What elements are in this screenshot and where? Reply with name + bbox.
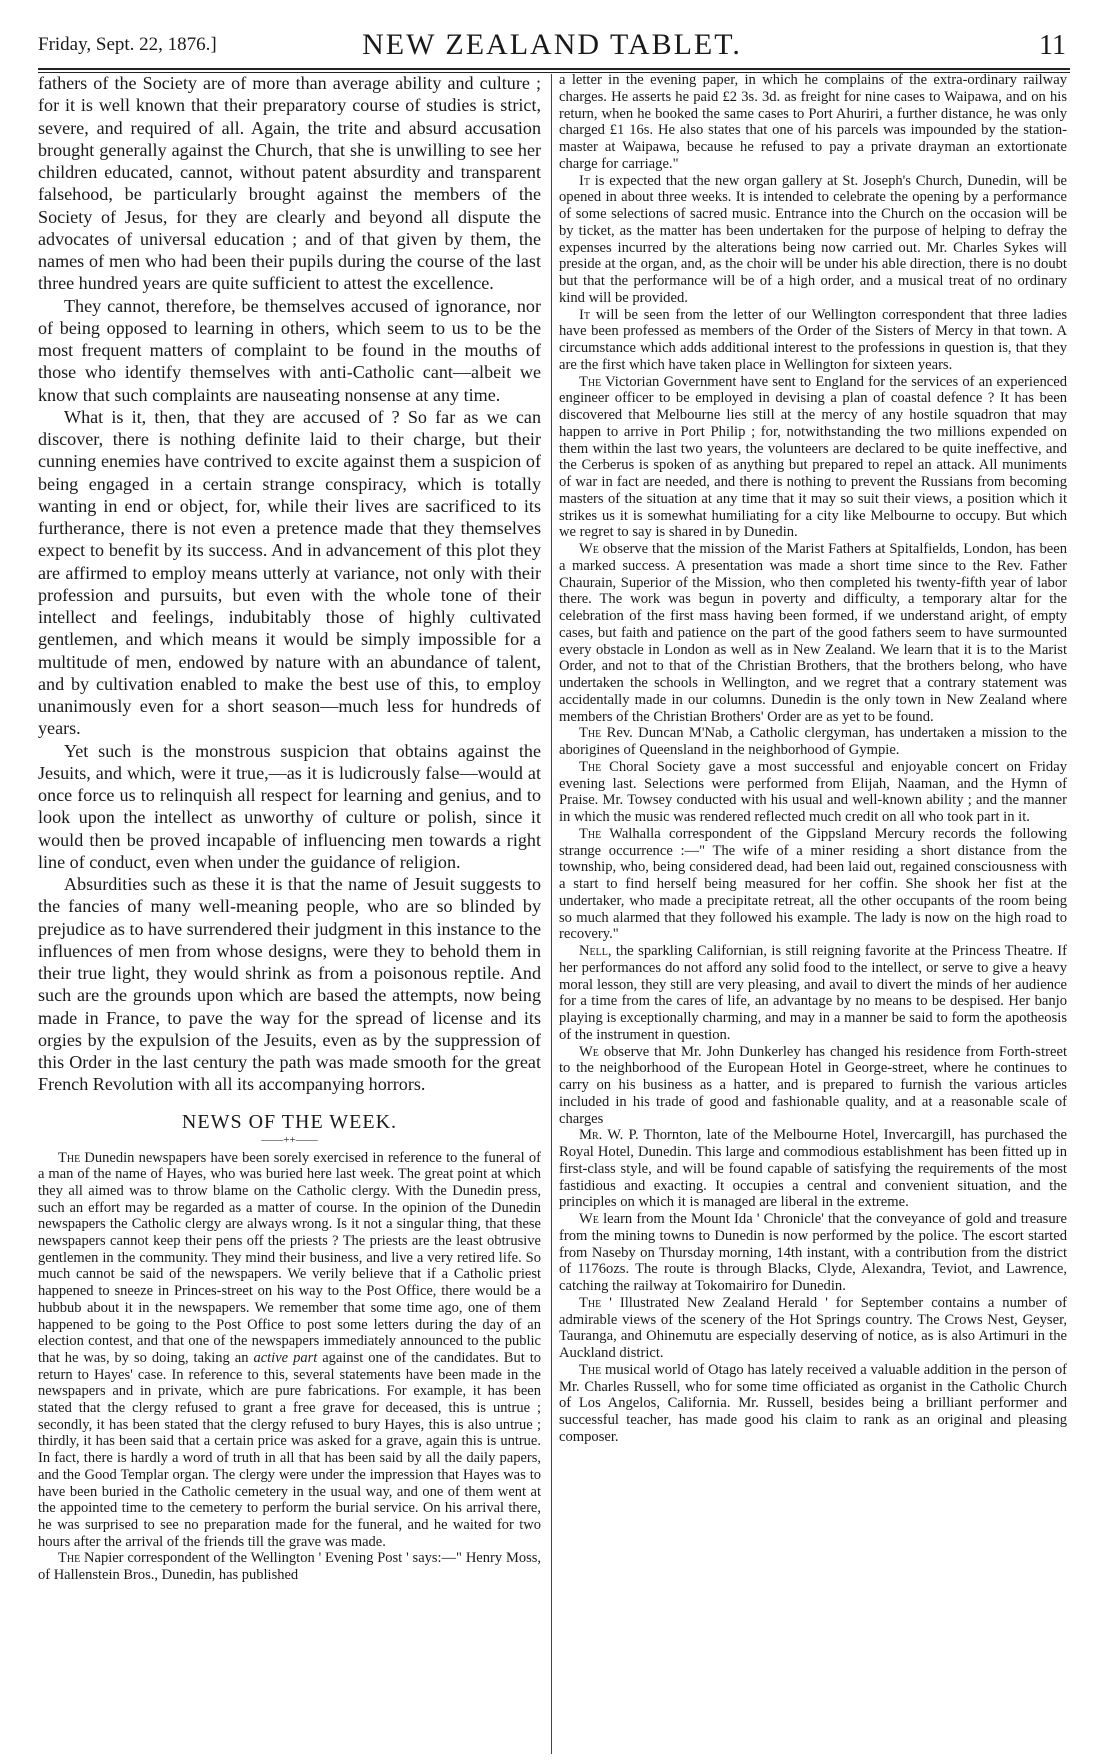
news-item-text: is expected that the new organ gallery at St. Joseph's Church, Dunedin, will be opened in about three weeks. It is intended to celebrate the opening by a performance of some selections of sacred music. Entrance into the Church on the occasion will be by ticket, as the matter has been undertaken for the purpose of helping to defray the expenses incurred by the alterations being now carried out. Mr. Charles Sykes will preside at the organ, and, as the choir will be under his able direction, there is no doubt but that the performance will be of a high order, and a musical treat of no ordinary kind will be provided. <box>559 172 1067 306</box>
news-item <box>38 1150 541 1551</box>
news-item-lead: The <box>579 725 602 742</box>
editorial-paragraph: Absurdities such as these it is that the name of Jesuit suggests to the fancies of many well-meaning people, who are so blinded by prejudice as to have surrendered their judgment in this instance to the influences of men from whose designs, were they to behold them in their true light, they would shrink as from a poisonous reptile. And such are the grounds upon which are based the attempts, now being made in France, to pave the way for the spread of license and its orgies by the expulsion of the Jesuits, even as by the suppression of this Order in the last century the path was made smooth for the great French Revolution with all its accompanying horrors. <box>38 874 541 1095</box>
news-item <box>559 1295 1067 1362</box>
news-item <box>559 759 1067 826</box>
news-item-text: observe that the mission of the Marist Fathers at Spitalfields, London, has been a marked success. A presentation was made a short time since to the Rev. Father Chaurain, Superior of the Mission, who then completed his twenty-fifth year of labor there. The work was begun in poverty and difficulty, a temporary altar for the celebration of the first mass having been formed, if we understand aright, of empty cases, but faith and patience on the part of the good fathers seem to have surmounted every obstacle in London as well as in New Zealand. We learn that it is to the Marist Order, and not to that of the Christian Brothers, that the brothers belong, who have undertaken the schools in Wellington, and we regret that a contrary statement was accidentally made in our columns. Dunedin is the only town in New Zealand where members of the Christian Brothers' Order are as yet to be found. <box>559 541 1067 725</box>
news-item <box>559 826 1067 943</box>
news-item-lead: Mr. <box>579 1127 603 1144</box>
page-number: 11 <box>1039 30 1066 61</box>
editorial-paragraph: What is it, then, that they are accused of ? So far as we can discover, there is nothing definite laid to their charge, but their cunning enemies have contrived to excite against them a suspicion of being engaged in a certain strange conspiracy, which is totally wanting in end or object, for, while their lives are sacrificed to its furtherance, there is not even a pretence made that they themselves expect to benefit by its success. And in advancement of this plot they are affirmed to employ means utterly at variance, not only with their profession and pursuits, but even with the whole tone of their intellect and feelings, indubitably those of highly cultivated gentlemen, and which means it would be simply impossible for a multitude of men, endowed by nature with an abundance of talent, and by cultivation enabled to make the best use of this, to employ unanimously even for a short season—much less for hundreds of years. <box>38 406 541 739</box>
news-item <box>559 943 1067 1044</box>
news-item-text: Napier correspondent of the Wellington ' Evening Post ' says:—" Henry Moss, of Hallenstein Bros., Dunedin, has published <box>38 1550 541 1584</box>
issue-date: Friday, Sept. 22, 1876.] <box>38 34 217 55</box>
news-item-text: will be seen from the letter of our Wellington correspondent that three ladies have been professed as members of the Order of the Sisters of Mercy in that town. A circumstance which adds additional interest to the professions in question is, that they are the first which have taken place in Wellington for sixteen years. <box>559 306 1067 373</box>
news-items-right <box>559 72 1067 1446</box>
news-item <box>559 1127 1067 1211</box>
news-item-lead: The <box>579 373 602 390</box>
news-item <box>559 173 1067 307</box>
news-item-lead: It <box>579 306 590 323</box>
masthead <box>38 28 1066 64</box>
news-item-lead: We <box>579 1043 599 1060</box>
news-item <box>559 725 1067 759</box>
news-item-lead: The <box>58 1149 81 1166</box>
left-column <box>38 72 541 1584</box>
news-item <box>559 1211 1067 1295</box>
news-item-lead: Nell, <box>579 943 612 959</box>
news-item <box>559 1044 1067 1128</box>
editorial-paragraph: Yet such is the monstrous suspicion that obtains against the Jesuits, and which, were it true,—as it is ludicrously false—would at once force us to relinquish all respect for learning and genius, and to look upon the intellect as unworthy of culture or polish, since it would then be proved incapable of influencing men towards a right line of conduct, even when under the guidance of religion. <box>38 740 541 872</box>
news-item <box>559 541 1067 725</box>
news-item-text: ' Illustrated New Zealand Herald ' for September contains a number of admirable views of the scenery of the Hot Springs country. The Crows Nest, Geyser, Tauranga, and Ohinemutu are especially deserving of notice, as is also Artimuri in the Auckland district. <box>559 1294 1067 1361</box>
news-item-lead: We <box>579 1211 599 1227</box>
news-item-lead: We <box>579 541 599 557</box>
news-item <box>38 1550 541 1583</box>
news-item-lead: The <box>579 758 602 775</box>
heading-ornament: ——++—— <box>261 1133 318 1146</box>
column-divider <box>551 74 552 1754</box>
news-item-lead: The <box>579 1361 602 1378</box>
news-item-lead: It <box>579 172 590 189</box>
right-column <box>559 72 1067 1446</box>
news-item-text: W. P. Thornton, late of the Melbourne Hotel, Invercargill, has purchased the Royal Hotel, Dunedin. This large and commodious establishment has been fitted up in first-class style, and will be found capable of satisfying the requirements of the most fastidious and exacting. It occupies a central and convenient situation, and the principles on which it is managed are liberal in the extreme. <box>559 1127 1067 1211</box>
news-item-text: Choral Society gave a most successful and enjoyable concert on Friday evening last. Selections were performed from Elijah, Naaman, and the Hymn of Praise. Mr. Towsey conducted with his usual and well-known ability ; and the manner in which the music was rendered reflected much credit on all who took part in it. <box>559 758 1067 825</box>
news-item-text: learn from the Mount Ida ' Chronicle' that the conveyance of gold and treasure from the mining towns to Dunedin is now performed by the police. The escort started from Naseby on Thursday morning, 14th instant, with a contribution from the district of 1176ozs. The route is through Blacks, Clyde, Alexandra, Teviot, and Lawrence, catching the railway at Tokomairiro for Dunedin. <box>559 1211 1067 1294</box>
news-item-text: Dunedin newspapers have been sorely exercised in reference to the funeral of a man of the name of Hayes, who was buried here last week. The great point at which they all aimed was to throw blame on the Catholic clergy. With the Dunedin press, such an effort may be regarded as a matter of course. In the opinion of the Dunedin newspapers the Catholic clergy are always wrong. Is it not a singular thing, that these newspapers cannot keep their pens off the priests ? The priests are the least obtrusive gentlemen in the community. They mind their business, and live a very retired life. So much cannot be said of the newspapers. We verily believe that if a Catholic priest happened to sneeze in Princes-street on his way to the Post Office, there would be a hubbub about it in the newspapers. We remember that some time ago, one of them happened to be going to the Post Office to post some letters during the day of an election contest, and that one of the newspapers immediately announced to the public that he was, by so doing, taking an <box>38 1149 541 1366</box>
news-item-lead: The <box>58 1550 81 1567</box>
news-item: a letter in the evening paper, in which he complains of the extra-ordinary railway charges. He asserts he paid £2 3s. 3d. as freight for nine cases to Waipawa, and on his return, when he booked the same cases to Port Ahuriri, a further distance, he was only charged £1 16s. He also states that one of his parcels was impounded by the station-master at Waipawa, because he refused to pay a private drayman an extortionate charge for carriage." <box>559 72 1067 172</box>
masthead-rule-thick <box>38 68 1070 70</box>
news-of-the-week-heading: NEWS OF THE WEEK. <box>181 1110 398 1133</box>
editorial-paragraph: fathers of the Society are of more than average ability and culture ; for it is well known that their preparatory course of studies is strict, severe, and required of all. Again, the trite and absurd accusation brought generally against the Church, that she is unwilling to see her children educated, cannot, without patent absurdity and transparent falsehood, be particularly brought against the members of the Society of Jesus, for they are clearly and beyond all dispute the advocates of universal education ; and of that given by them, the names of men who had been their pupils during the course of the last three hundred years are quite sufficient to attest the excellence. <box>38 73 541 294</box>
news-item-text: Walhalla correspondent of the Gippsland Mercury records the following strange occurrence :—" The wife of a miner residing a short distance from the township, who, being considered dead, had been laid out, regained consciousness with a start to find herself being measured for her coffin. She shook her fist at the undertaker, who made a precipitate retreat, all the other occupants of the room being so much alarmed that they followed his example. The lady is now on the high road to recovery." <box>559 825 1067 943</box>
editorial-article <box>38 72 541 1096</box>
news-item-text: observe that Mr. John Dunkerley has changed his residence from Forth-street to the neighborhood of the European Hotel in George-street, where he continues to carry on his business as a hatter, and is prepared to furnish the various articles included in his trade of good and fashionable quality, and at a reasonable scale of charges <box>559 1043 1067 1127</box>
news-item-italic: active part <box>253 1349 318 1366</box>
news-item-text: Rev. Duncan M'Nab, a Catholic clergyman, has undertaken a mission to the aborigines of Queensland in the neighborhood of Gympie. <box>559 725 1067 758</box>
news-item-text: Victorian Government have sent to England for the services of an experienced engineer officer to be employed in devising a plan of coastal defence ? It has been discovered that Melbourne lies still at the mercy of any hostile squadron that may happen to arrive in Port Philip ; for, notwithstanding the two millions expended on them within the last two years, the volunteers are declared to be quite ineffective, and the Cerberus is spoken of as anything but prepared to repel an attack. All muniments of war in fact are needed, and there is nothing to prevent the Russians from becoming masters of the situation at any time that it may so suit their views, a position which it strikes us it is somewhat humiliating for a city like Melbourne to occupy. But which we regret to say is shared in by Dunedin. <box>559 373 1067 541</box>
news-item-text: the sparkling Californian, is still reigning favorite at the Princess Theatre. If her performances do not afford any solid food to the intellect, or serve to give a heavy moral lesson, they still are very pleasing, and avail to divert the minds of her audience for a time from the cares of life, an advantage by no means to be despised. Her banjo playing is exceptionally charming, and may in a manner be said to form the apotheosis of the instrument in question. <box>559 943 1067 1043</box>
news-items-left <box>38 1150 541 1584</box>
news-item-lead: The <box>579 1294 602 1311</box>
news-item <box>559 307 1067 374</box>
editorial-paragraph: They cannot, therefore, be themselves accused of ignorance, nor of being opposed to learning in others, which seem to us to be the most frequent matters of complaint to be found in the mouths of those who identify themselves with anti-Catholic cant—albeit we know that such complaints are nauseating nonsense at any time. <box>38 295 541 405</box>
news-item-text: musical world of Otago has lately received a valuable addition in the person of Mr. Charles Russell, who for some time officiated as organist in the Catholic Church of Los Angelos, California. Mr. Russell, besides being a brilliant performer and successful teacher, has made good his claim to rank as an original and pleasing composer. <box>559 1361 1067 1445</box>
news-item-lead: The <box>579 825 602 842</box>
news-item-text: against one of the candidates. But to return to Hayes' case. In reference to this, several statements have been made in the newspapers and in private, which are pure fabrications. For example, it has been stated that the clergy refused to grant a free grave for deceased, this is untrue ; secondly, it has been stated that the clergy refused to bury Hayes, this is also untrue ; thirdly, it has been said that a certain price was asked for a grave, again this is untrue. In fact, there is hardly a word of truth in all that has been said by all the daily papers, and the Good Templar organ. The clergy were under the impression that Hayes was to have been buried in the Catholic cemetery in the usual way, and one of them went at the appointed time to the cemetery to perform the burial service. On his arrival there, he was surprised to see no preparation made for the funeral, and he waited for two hours after the arrival of the friends till the grave was made. <box>38 1349 541 1550</box>
newspaper-title: NEW ZEALAND TABLET. <box>362 28 742 61</box>
news-item <box>559 374 1067 542</box>
news-item <box>559 1362 1067 1446</box>
